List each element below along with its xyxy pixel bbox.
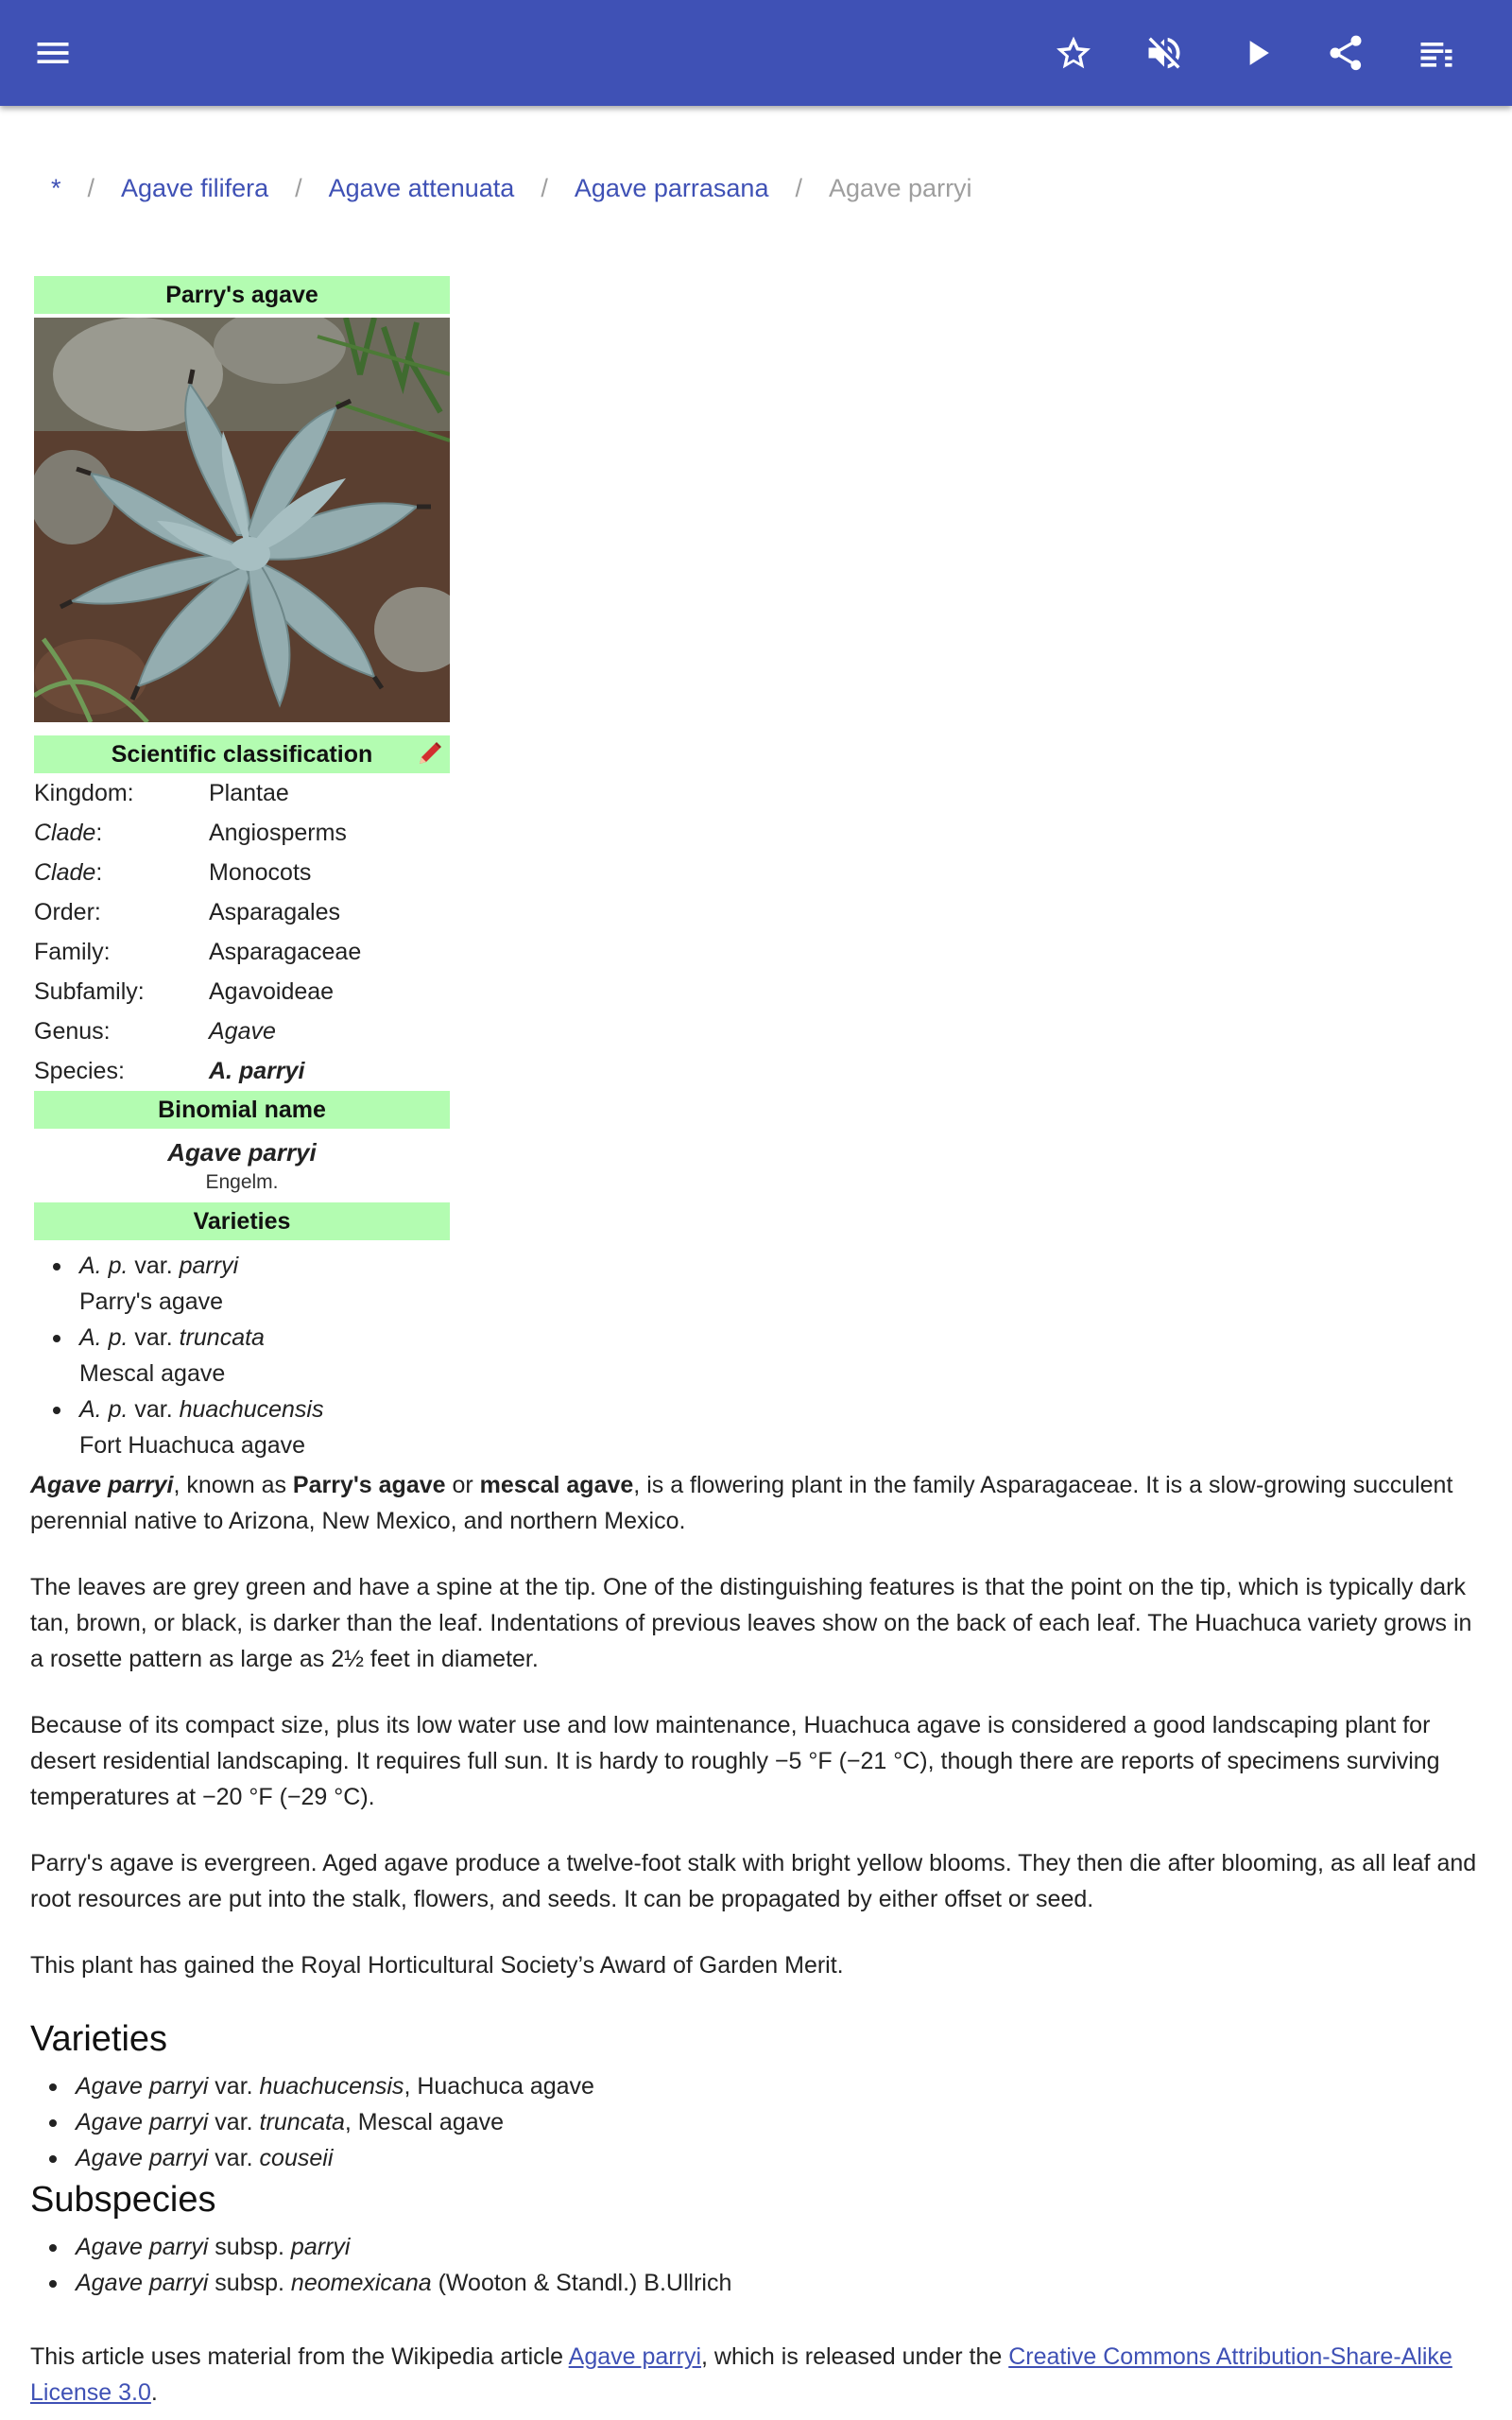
taxonomy-rank-colon: : — [95, 859, 103, 886]
variety-abbr: A. p. — [79, 1396, 129, 1423]
list-epithet: truncata — [259, 2109, 345, 2135]
share-icon — [1325, 32, 1366, 74]
taxonomy-row-clade — [34, 853, 450, 892]
breadcrumb — [51, 168, 972, 208]
taxonomy-value: A. parryi — [209, 1058, 305, 1084]
taxonomy-rank: Order: — [34, 899, 101, 925]
breadcrumb-separator: / — [795, 173, 802, 202]
article-intro — [30, 1467, 1486, 1539]
taxonomy-value: Angiosperms — [209, 820, 347, 846]
binomial-block — [34, 1129, 450, 1202]
menu-icon — [32, 32, 74, 74]
variety-epithet: truncata — [179, 1324, 265, 1351]
binomial-authority: Engelm. — [205, 1171, 279, 1193]
taxonomy-value: Monocots — [209, 859, 312, 886]
list-epithet: parryi — [290, 2234, 351, 2260]
list-rest: , Huachuca agave — [404, 2073, 594, 2100]
intro-common-name: Parry's agave — [292, 1472, 446, 1498]
intro-common-name: mescal agave — [479, 1472, 634, 1498]
taxonomy-row-genus — [34, 1011, 450, 1051]
variety-rank: var. — [128, 1396, 180, 1423]
list-genus: Agave parryi — [76, 2145, 209, 2171]
variety-common-name: Mescal agave — [79, 1360, 226, 1387]
breadcrumb-separator: / — [541, 173, 548, 202]
taxonomy-rank — [34, 853, 209, 892]
varieties-heading: Varieties — [30, 2019, 168, 2059]
article-paragraph: Parry's agave is evergreen. Aged agave produce a twelve-foot stalk with bright yellow blooms. They then die after blooming, as all leaf and root resources are put into the stalk, flowers, and seeds. It can be propagated by either offset or seed. — [30, 1850, 1477, 1912]
taxonomy-rank: Subfamily: — [34, 978, 145, 1005]
taxonomy-rank-name[interactable]: Clade — [34, 820, 96, 846]
taxonomy-row-subfamily — [34, 972, 450, 1011]
taxonomy-rank: Family: — [34, 939, 111, 965]
breadcrumb-link-agave-filifera[interactable]: Agave filifera — [121, 173, 269, 202]
taxonomy-rank: Genus: — [34, 1018, 111, 1045]
taxonomy-value: Agavoideae — [209, 978, 335, 1005]
taxonomy-value: Plantae — [209, 780, 289, 806]
mute-button[interactable] — [1138, 26, 1191, 79]
article-paragraph: The leaves are grey green and have a spine at the tip. One of the distinguishing features is that the point on the tip, which is typically dark tan, brown, or black, is darker than the leaf. Indentations of previous leaves show on the back of each leaf. The Huachuca variety grows in a rosette pattern as large as 2½ feet in diameter. — [30, 1574, 1472, 1672]
breadcrumb-link-agave-attenuata[interactable]: Agave attenuata — [328, 173, 515, 202]
list-item — [34, 1392, 450, 1463]
playlist-icon — [1416, 32, 1457, 74]
classification-header — [34, 735, 450, 773]
article-paragraph: This plant has gained the Royal Horticultural Society’s Award of Garden Merit. — [30, 1952, 844, 1979]
breadcrumb-current: Agave parryi — [828, 173, 972, 202]
variety-epithet: parryi — [179, 1253, 239, 1279]
license-text: , which is released under the — [701, 2343, 1009, 2370]
variety-abbr: A. p. — [79, 1324, 129, 1351]
wikipedia-article-link[interactable]: Agave parryi — [568, 2343, 702, 2370]
taxonomy-rank-colon: : — [95, 820, 103, 846]
taxonomy-rank — [34, 813, 209, 853]
intro-text: , known as — [173, 1472, 293, 1498]
list-epithet: huachucensis — [259, 2073, 404, 2100]
variety-common-name: Fort Huachuca agave — [79, 1432, 306, 1459]
star-icon — [1053, 32, 1094, 74]
list-item — [30, 2104, 594, 2140]
taxonomy-value: Asparagales — [209, 899, 340, 925]
variety-rank: var. — [128, 1324, 180, 1351]
list-item — [30, 2068, 594, 2104]
agave-photo[interactable] — [34, 318, 450, 722]
variety-rank: var. — [128, 1253, 180, 1279]
taxonomy-row-family — [34, 932, 450, 972]
list-item — [30, 2140, 594, 2176]
list-rank: subsp. — [208, 2270, 291, 2296]
varieties-header: Varieties — [34, 1202, 450, 1240]
favorite-button[interactable] — [1047, 26, 1100, 79]
list-item — [34, 1248, 450, 1320]
list-genus: Agave parryi — [76, 2109, 209, 2135]
volume-off-icon — [1143, 32, 1185, 74]
license-text: This article uses material from the Wikipedia article — [30, 2343, 569, 2370]
list-rank: subsp. — [208, 2234, 291, 2260]
infobox — [34, 276, 450, 1463]
taxonomy-table — [34, 773, 450, 1091]
list-rank: var. — [208, 2073, 260, 2100]
taxonomy-value: Asparagaceae — [209, 939, 362, 965]
variety-common-name: Parry's agave — [79, 1288, 224, 1315]
list-item — [34, 1320, 450, 1392]
cc-license-link[interactable]: Creative Commons Attribution-Share-Alike License 3.0 — [30, 2343, 1452, 2406]
list-epithet: neomexicana — [290, 2270, 432, 2296]
list-item — [30, 2229, 731, 2265]
breadcrumb-link-agave-parrasana[interactable]: Agave parrasana — [574, 173, 769, 202]
share-button[interactable] — [1319, 26, 1372, 79]
list-epithet: couseii — [259, 2145, 334, 2171]
list-item — [30, 2265, 731, 2301]
classification-header-label: Scientific classification — [111, 741, 373, 768]
list-genus: Agave parryi — [76, 2234, 209, 2260]
play-button[interactable] — [1230, 26, 1283, 79]
variety-epithet: huachucensis — [179, 1396, 324, 1423]
list-rest: (Wooton & Standl.) B.Ullrich — [431, 2270, 732, 2296]
taxonomy-row-clade — [34, 813, 450, 853]
article-paragraph: Because of its compact size, plus its low water use and low maintenance, Huachuca agave is considered a good landscaping plant for desert residential landscaping. It requires full sun. It is hardy to roughly −5 °F (−21 °C), though there are reports of specimens surviving temperatures at −20 °F (−29 °C). — [30, 1712, 1440, 1810]
list-rest: , Mescal agave — [344, 2109, 505, 2135]
play-icon — [1236, 32, 1278, 74]
list-genus: Agave parryi — [76, 2270, 209, 2296]
subspecies-list — [30, 2229, 731, 2301]
edit-pencil-icon[interactable] — [414, 739, 444, 769]
license-notice — [30, 2339, 1486, 2411]
breadcrumb-separator: / — [295, 173, 302, 202]
taxonomy-rank: Kingdom: — [34, 780, 134, 806]
subspecies-heading: Subspecies — [30, 2180, 216, 2220]
taxonomy-rank-name[interactable]: Clade — [34, 859, 96, 886]
varieties-list — [30, 2068, 594, 2176]
taxonomy-row-kingdom — [34, 773, 450, 813]
binomial-header: Binomial name — [34, 1091, 450, 1129]
intro-text: , is a flowering plant in the family Asparagaceae. It is a slow-growing succulent perennial native to Arizona, New Mexico, and northern Mexico. — [30, 1472, 1453, 1534]
contents-button[interactable] — [1410, 26, 1463, 79]
breadcrumb-home-link[interactable]: * — [51, 173, 61, 202]
variety-abbr: A. p. — [79, 1253, 129, 1279]
taxonomy-value: Agave — [209, 1018, 276, 1045]
license-text: . — [150, 2379, 158, 2406]
intro-text: or — [445, 1472, 480, 1498]
breadcrumb-separator: / — [87, 173, 95, 202]
taxonomy-row-species — [34, 1051, 450, 1091]
binomial-name: Agave parryi — [167, 1138, 317, 1167]
infobox-varieties-list — [34, 1240, 450, 1463]
infobox-title: Parry's agave — [34, 276, 450, 314]
list-rank: var. — [208, 2145, 260, 2171]
intro-species-name: Agave parryi — [30, 1472, 174, 1498]
list-rank: var. — [208, 2109, 260, 2135]
taxonomy-rank: Species: — [34, 1058, 125, 1084]
menu-button[interactable] — [26, 26, 79, 79]
list-genus: Agave parryi — [76, 2073, 209, 2100]
app-bar — [0, 0, 1512, 106]
taxonomy-row-order — [34, 892, 450, 932]
